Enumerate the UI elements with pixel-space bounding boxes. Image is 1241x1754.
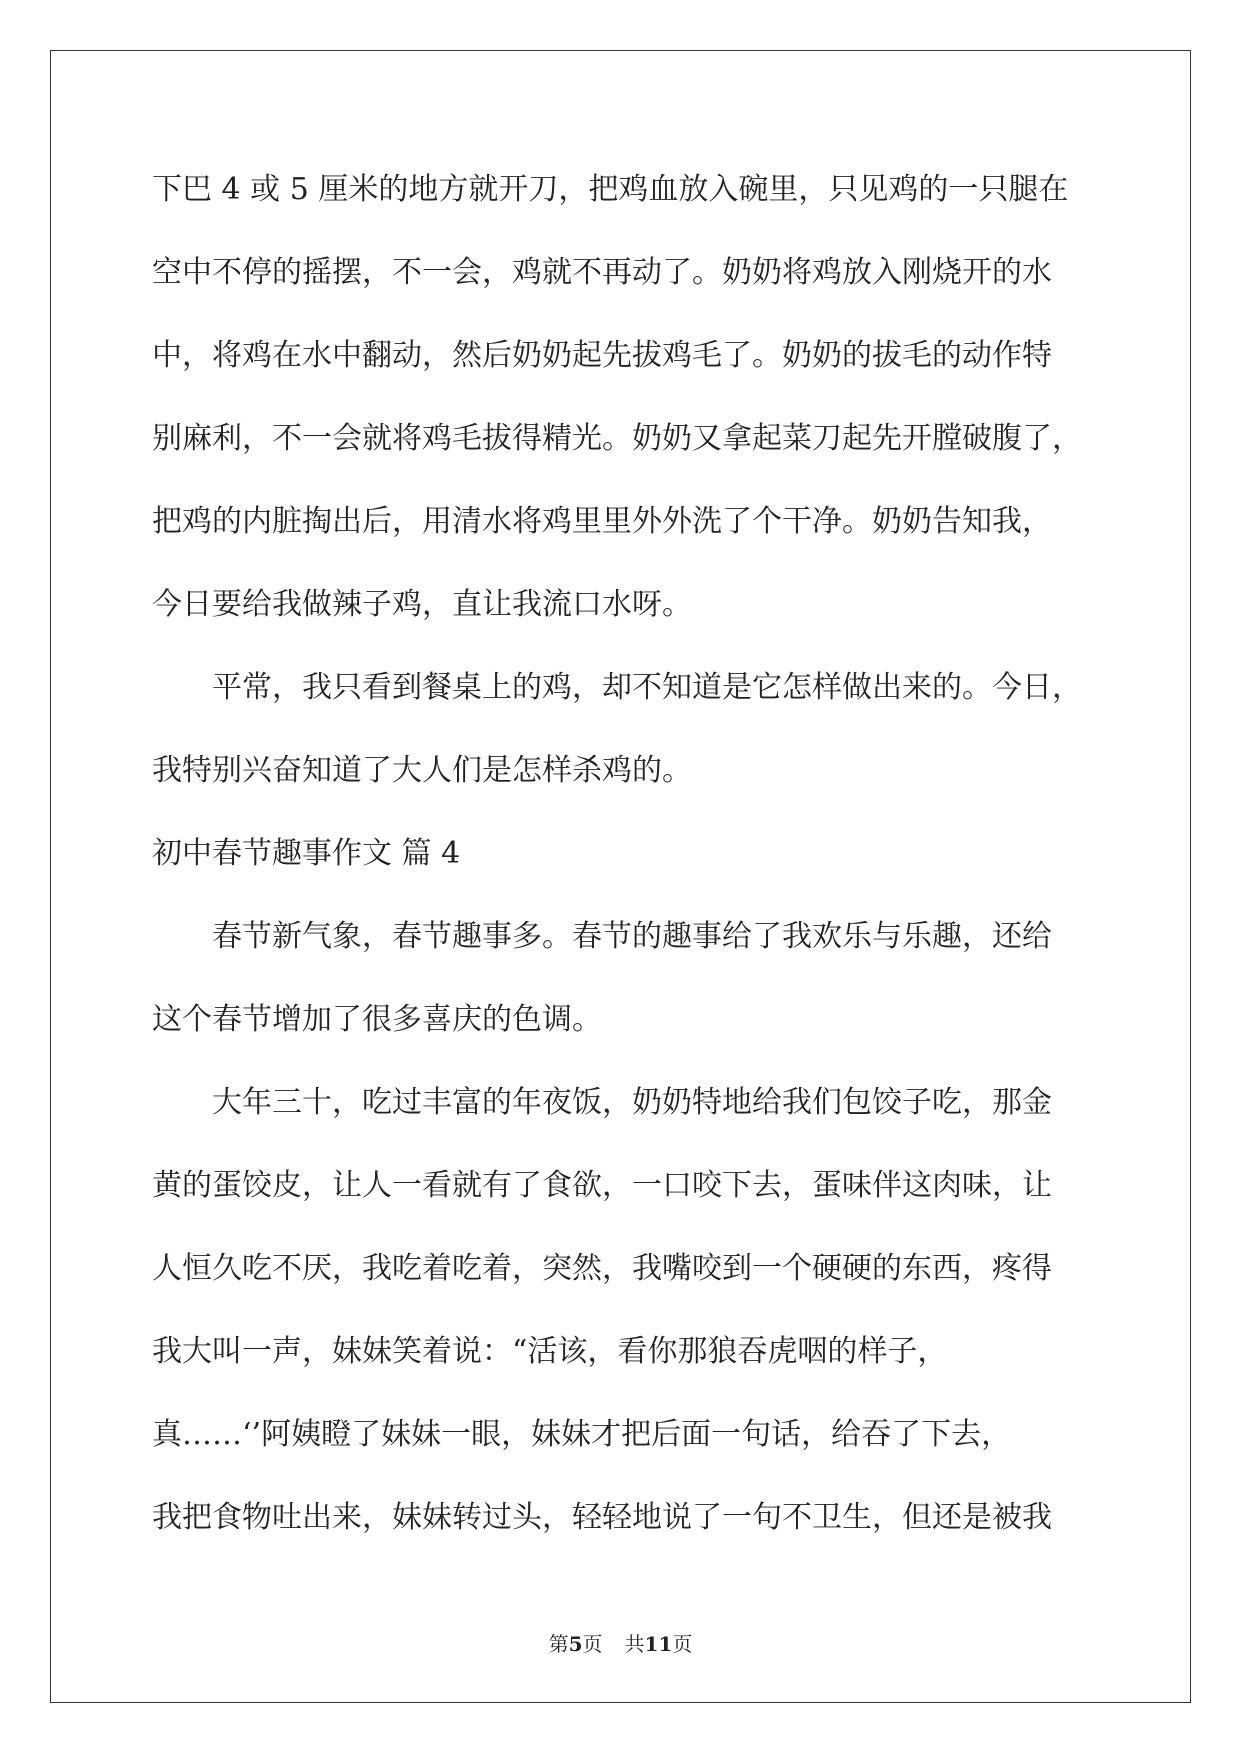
text-line: 我把食物吐出来，妹妹转过头，轻轻地说了一句不卫生，但还是被我 <box>152 1500 1052 1535</box>
text-line: 中，将鸡在水中翻动，然后奶奶起先拔鸡毛了。奶奶的拔毛的动作特 <box>152 338 1052 373</box>
page-total: 11 <box>644 1632 673 1656</box>
paragraph-start: 春节新气象，春节趣事多。春节的趣事给了我欢乐与乐趣，还给 <box>212 919 1052 954</box>
text-line: 真……‘’阿姨瞪了妹妹一眼，妹妹才把后面一句话，给吞了下去， <box>152 1417 1012 1452</box>
total-suffix: 页 <box>672 1632 693 1656</box>
text-line: 人恒久吃不厌，我吃着吃着，突然，我嘴咬到一个硬硬的东西，疼得 <box>152 1251 1052 1286</box>
page-number: 5 <box>568 1632 583 1656</box>
total-prefix: 共 <box>624 1632 645 1656</box>
paragraph-start: 平常，我只看到餐桌上的鸡，却不知道是它怎样做出来的。今日， <box>212 670 1082 705</box>
text-line: 别麻利，不一会就将鸡毛拔得精光。奶奶又拿起菜刀起先开膛破腹了， <box>152 421 1082 456</box>
text-line: 我大叫一声，妹妹笑着说：“活该，看你那狼吞虎咽的样子， <box>152 1334 948 1369</box>
text-line: 空中不停的摇摆，不一会，鸡就不再动了。奶奶将鸡放入刚烧开的水 <box>152 255 1052 290</box>
text-line: 下巴 4 或 5 厘米的地方就开刀，把鸡血放入碗里，只见鸡的一只腿在 <box>152 172 1069 207</box>
page-prefix: 第 <box>548 1632 569 1656</box>
text-line: 我特别兴奋知道了大人们是怎样杀鸡的。 <box>152 753 692 788</box>
text-line: 黄的蛋饺皮，让人一看就有了食欲，一口咬下去，蛋味伴这肉味，让 <box>152 1168 1052 1203</box>
document-body <box>152 160 1112 1571</box>
text-line: 这个春节增加了很多喜庆的色调。 <box>152 1002 602 1037</box>
text-line: 今日要给我做辣子鸡，直让我流口水呀。 <box>152 587 692 622</box>
section-heading: 初中春节趣事作文 篇 4 <box>152 836 461 871</box>
page-footer <box>0 1628 1241 1657</box>
text-line: 把鸡的内脏掏出后，用清水将鸡里里外外洗了个干净。奶奶告知我， <box>152 504 1052 539</box>
paragraph-start: 大年三十，吃过丰富的年夜饭，奶奶特地给我们包饺子吃，那金 <box>212 1085 1052 1120</box>
page-suffix: 页 <box>582 1632 603 1656</box>
